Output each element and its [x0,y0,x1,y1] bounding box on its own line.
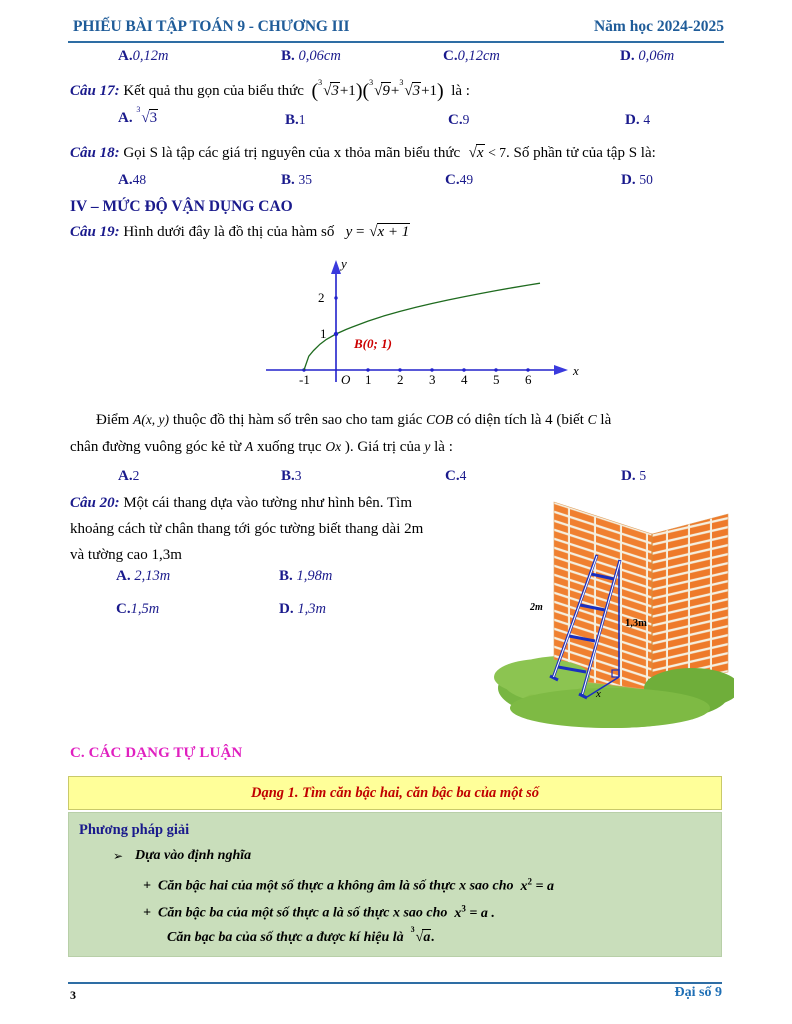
q19-option-b [281,468,302,485]
graph-ytick-1: 1 [320,326,327,341]
graph-y-axis-label: y [341,256,347,271]
q17-option-b-label: B. [285,112,299,128]
footer-divider [68,982,722,984]
dang-title-text: Dạng 1. Tìm căn bậc hai, căn bậc ba của một số [251,785,539,801]
header-title-right: Năm học 2024-2025 [593,18,724,35]
q16-option-d-label: D. [620,48,635,64]
q18-option-d-value: 50 [639,172,653,187]
q18-option-c-label: C. [445,172,460,188]
q20-label: Câu 20: [70,495,120,511]
q18-option-d [621,172,653,189]
q19-option-d-label: D. [621,468,636,484]
graph-point-b-label: B(0; 1) [354,336,392,351]
q19-option-c-value: 4 [459,468,467,483]
graph-xtick--1: -1 [299,372,310,387]
q17-text: Kết quả thu gọn của biểu thức [123,83,304,99]
q18-option-d-label: D. [621,172,636,188]
q19-option-a-label: A. [118,468,133,484]
question-20-line3: và tường cao 1,3m [70,547,182,563]
ladder-wall-illustration [492,492,734,742]
footer-page-number: 3 [70,988,76,1002]
q19-body-line1: Điểm A(x, y) thuộc đồ thị hàm số trên sao cho tam giác COB có diện tích là 4 (biết C là [96,412,612,428]
graph-xtick-3: 3 [429,372,436,387]
q18-expression: √x < 7 [468,145,507,161]
method-sub-3: Căn bạc ba của số thực a được kí hiệu là 3 √a. [167,925,435,945]
q19-label: Câu 19: [70,224,120,240]
q20-text-line1: Một cái thang dựa vào tường như hình bên. Tìm [123,495,413,511]
question-20-line2: khoảng cách từ chân thang tới góc tường biết thang dài 2m [70,521,424,537]
q20-option-c [116,601,159,618]
section-c-heading: C. CÁC DẠNG TỰ LUẬN [70,745,243,761]
graph-xtick-6: 6 [525,372,532,387]
q17-option-c-label: C. [448,112,463,128]
q20-option-b-value: 1,98m [296,568,333,584]
distance-x-label: x [596,688,601,700]
q16-option-b-value: 0,06cm [298,48,341,64]
square-root-icon: √x [468,145,484,161]
method-sub-1: + Căn bậc hai của một số thực a không âm là số thực x sao cho $x^2 = a$ [143,876,555,894]
graph-xtick-5: 5 [493,372,500,387]
graph-xtick-1: 1 [365,372,372,387]
q20-option-a [116,568,170,585]
q20-option-d [279,601,326,618]
q16-option-d-value: 0,06m [638,48,675,64]
method-title: Phương pháp giải [79,822,190,838]
q16-option-b [281,48,341,65]
question-17 [70,80,470,103]
q19-point-a: A(x, y) [133,412,170,427]
q20-option-b [279,568,332,585]
graph-ytick-2: 2 [318,290,325,305]
q19-body-line2: chân đường vuông góc kẻ từ A xuống trục Ox ). Giá trị của y là : [70,439,453,455]
cube-root-icon-3: 3 √3 [399,78,421,99]
section-iv-heading: IV – MỨC ĐỘ VẬN DỤNG CAO [70,198,293,215]
function-graph [258,252,588,400]
q19-option-c-label: C. [445,468,460,484]
q19-option-b-label: B. [281,468,295,484]
graph-xtick-2: 2 [397,372,404,387]
q18-text-after: . Số phần tử của tập S là: [506,145,656,161]
q17-label: Câu 17: [70,83,120,99]
q20-option-a-label: A. [116,568,131,584]
q19-triangle-cob: COB [426,412,454,427]
q19-option-d-value: 5 [639,468,647,483]
q18-option-a-value: 48 [132,172,147,187]
graph-xtick-4: 4 [461,372,468,387]
q16-option-a-label: A. [118,48,133,64]
q18-option-c [445,172,473,189]
cube-root-icon: 3 √3 [318,78,339,99]
q20-option-d-value: 1,3m [297,601,326,617]
q16-option-c-label: C. [443,48,458,64]
q16-option-c [443,48,500,65]
q20-option-c-value: 1,5m [130,601,160,617]
cube-root-icon-2: 3 √9 [369,78,390,99]
q17-text-after: là : [451,83,470,99]
q19-option-a [118,468,139,485]
arrow-bullet-icon: ➢ [113,849,124,863]
q17-option-b-value: 1 [298,112,306,127]
wall-height-label: 1,3m [625,618,647,629]
q17-option-d [625,112,650,129]
q17-option-c [448,112,469,129]
q17-option-b [285,112,306,129]
q17-option-c-value: 9 [462,112,470,127]
ladder-length-label: 2m [530,602,543,613]
dang-title-box [68,776,722,810]
q18-option-c-value: 49 [459,172,474,187]
q19-text: Hình dưới đây là đồ thị của hàm số [123,224,335,240]
q17-option-a-label: A. [118,110,133,126]
question-18 [70,145,656,162]
footer-book-title: Đại số 9 [674,985,722,1000]
page-header [68,18,724,44]
q16-option-b-label: B. [281,48,295,64]
q19-option-a-value: 2 [132,468,140,483]
q16-option-c-value: 0,12cm [457,48,500,64]
q18-option-b-value: 35 [298,172,313,187]
q17-option-a [118,105,158,127]
q18-option-b [281,172,312,189]
q16-option-a-value: 0,12m [132,48,169,64]
q20-option-b-label: B. [279,568,293,584]
graph-x-axis-label: x [573,363,579,378]
q18-option-b-label: B. [281,172,295,188]
q17-option-d-value: 4 [643,112,651,127]
header-divider [68,41,724,43]
q19-function: y = √x + 1 [345,224,410,240]
q16-option-a [118,48,168,65]
q18-option-a-label: A. [118,172,133,188]
question-19 [70,224,410,241]
q20-option-d-label: D. [279,601,294,617]
q20-option-c-label: C. [116,601,131,617]
formula-x-cubed: $x^3 = a$ . [454,903,495,921]
q19-option-b-value: 3 [294,468,302,483]
q20-option-a-value: 2,13m [134,568,171,584]
q17-expression: ( 3 √3+1)( 3 √9+ 3 √3+1) [311,78,444,102]
method-box [68,812,722,957]
cube-root-a-icon: 3 √a [410,925,431,945]
q17-option-a-value: 3 √3 [136,105,158,126]
q18-label: Câu 18: [70,145,120,161]
formula-x-squared: $x^2 = a$ [520,876,555,894]
header-title-left: PHIẾU BÀI TẬP TOÁN 9 - CHƯƠNG III [73,18,350,35]
method-sub-2: + Căn bậc ba của một số thực a là số thực x sao cho $x^3 = a$ . [143,903,495,921]
q16-option-d [620,48,674,65]
q18-text: Gọi S là tập các giá trị nguyên của x thỏa mãn biểu thức [123,145,461,161]
q19-option-d [621,468,646,485]
graph-origin-label: O [341,372,351,387]
question-20-line1 [70,495,412,512]
q18-option-a [118,172,146,189]
q17-option-d-label: D. [625,112,640,128]
method-bullet-main: Dựa vào định nghĩa [135,848,252,863]
q19-option-c [445,468,466,485]
